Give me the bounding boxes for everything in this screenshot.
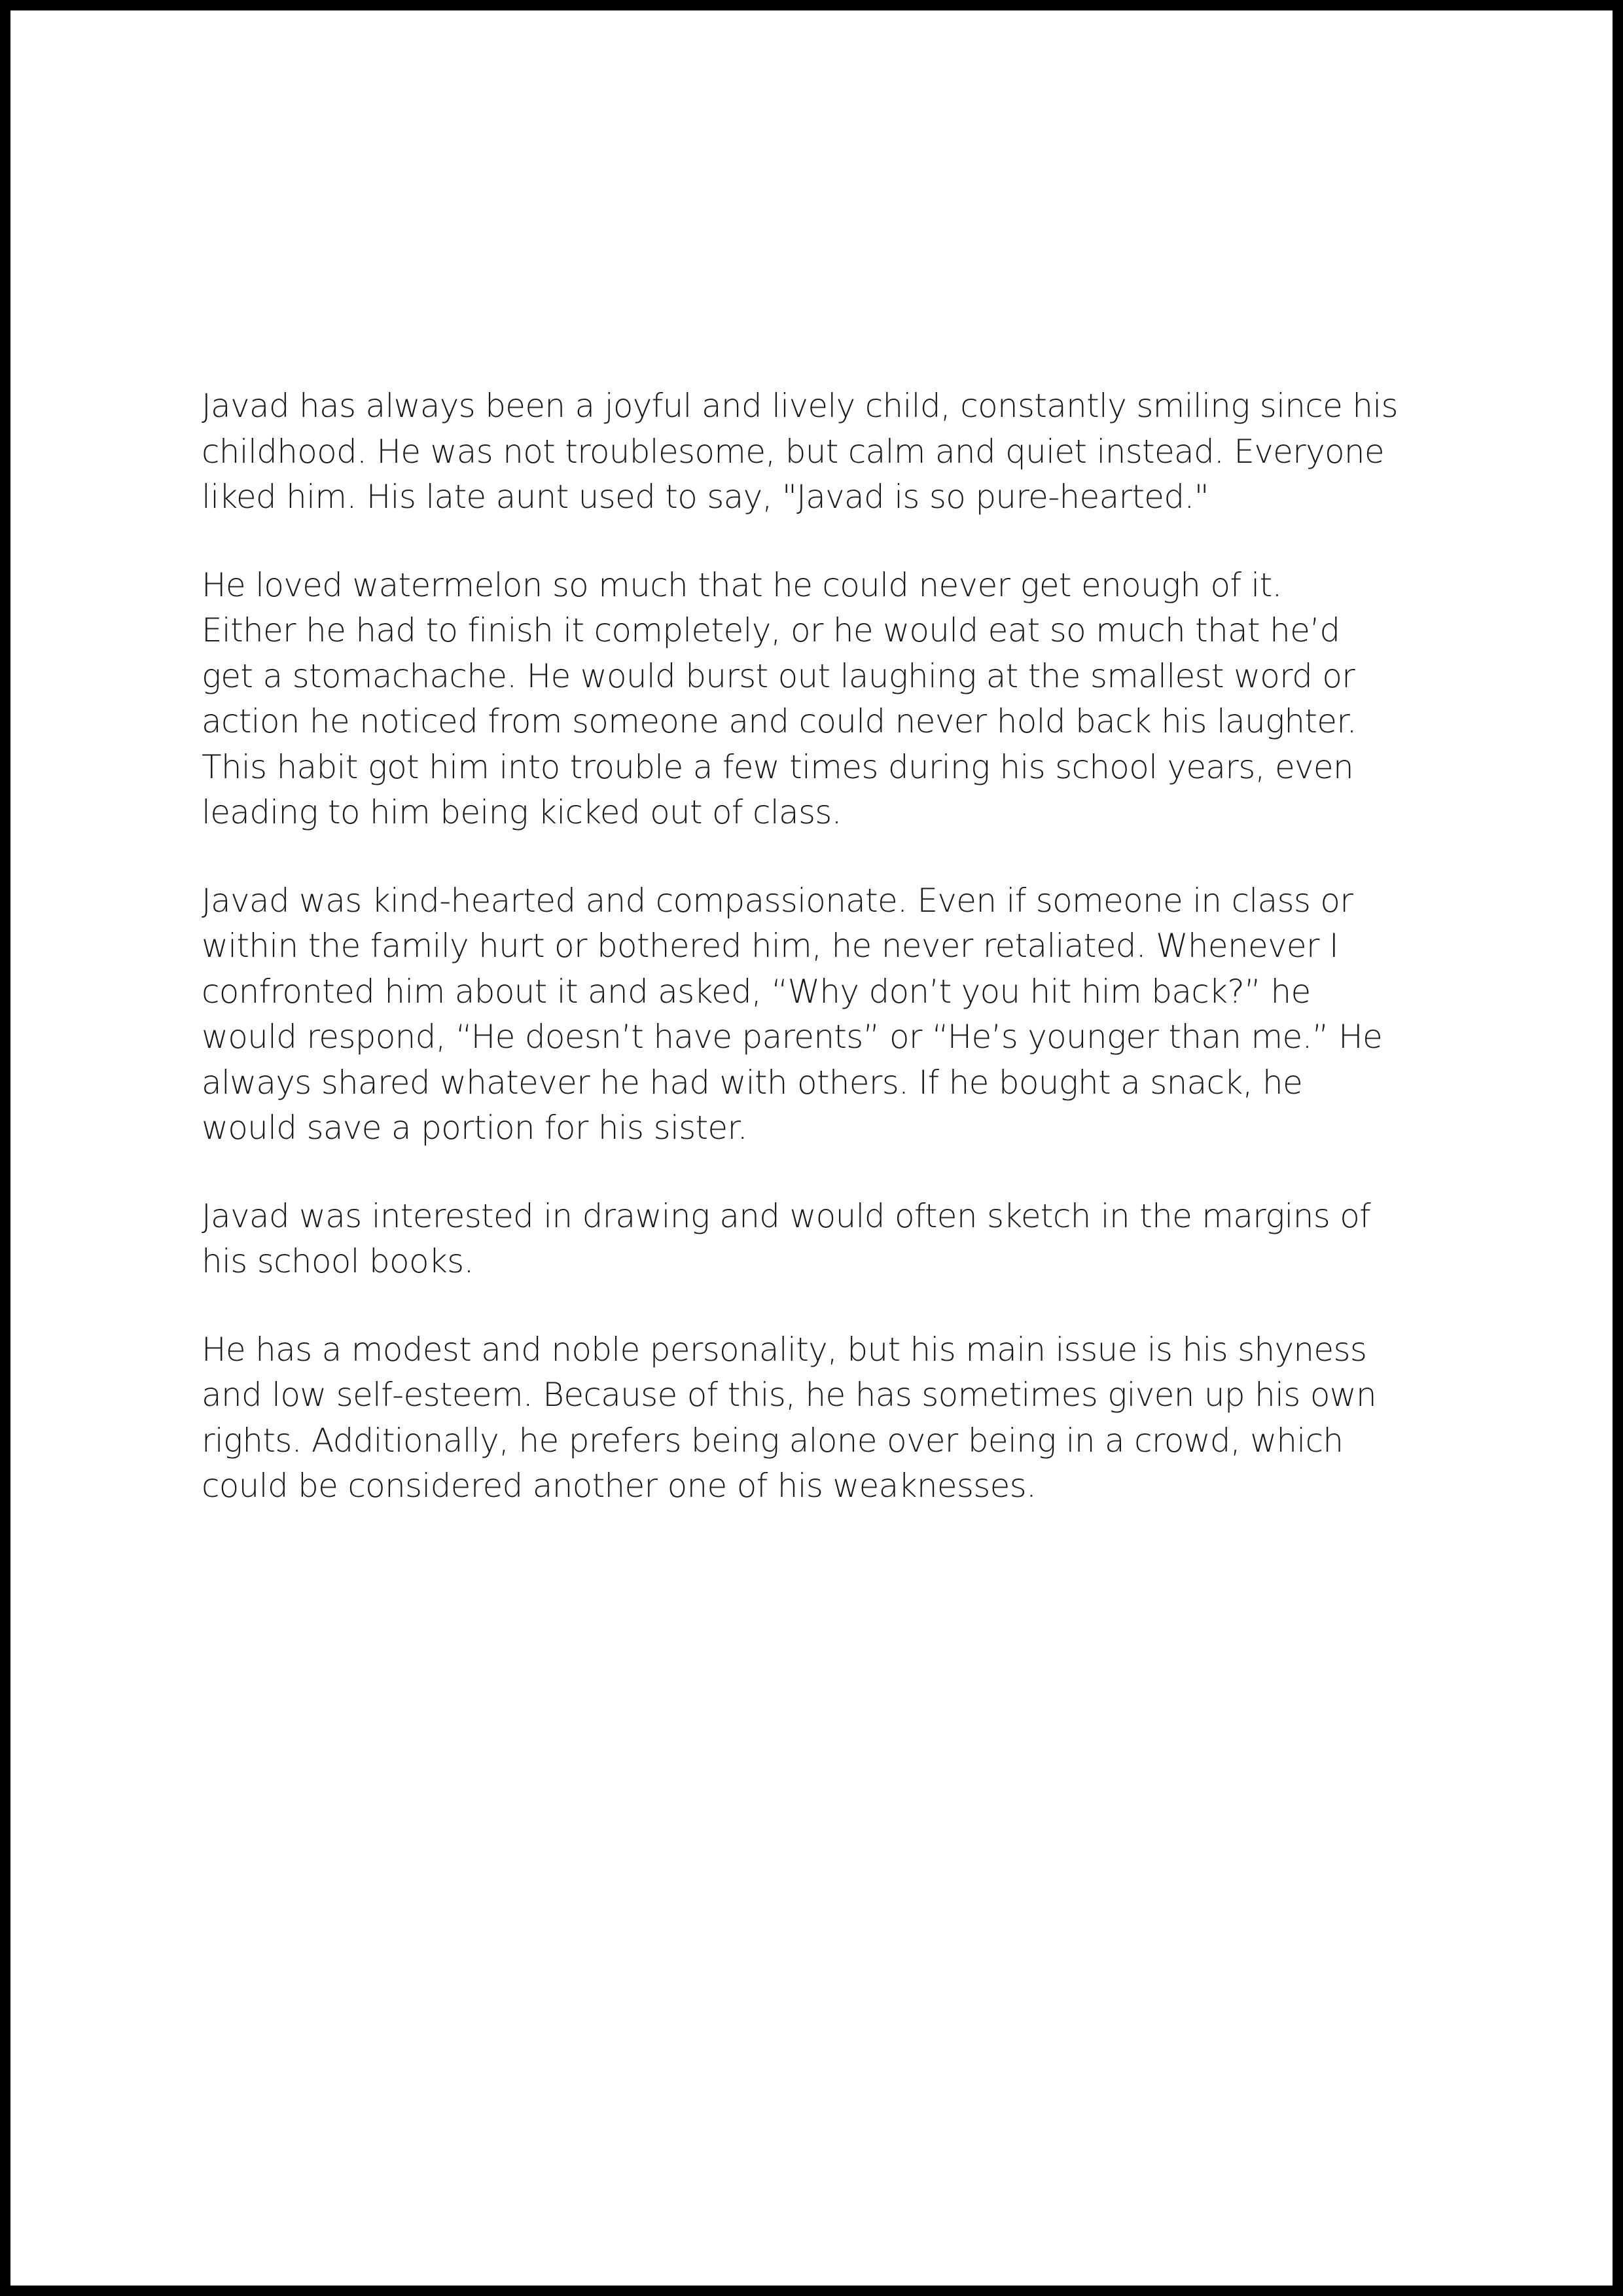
text-line: Javad has always been a joyful and lively child, constantly smiling since his xyxy=(202,387,1398,425)
text-line: get a stomachache. He would burst out laughing at the smallest word or xyxy=(202,656,1355,695)
text-line: would save a portion for his sister. xyxy=(202,1109,747,1147)
text-line: liked him. His late aunt used to say, "Javad is so pure-hearted." xyxy=(202,478,1209,516)
text-line: could be considered another one of his weaknesses. xyxy=(202,1467,1037,1505)
paragraph-watermelon xyxy=(202,563,1445,836)
text-line: would respond, “He doesn’t have parents” or “He’s younger than me.” He xyxy=(202,1018,1383,1056)
text-line: Javad was kind-hearted and compassionate. Even if someone in class or xyxy=(202,881,1353,920)
text-line: He has a modest and noble personality, but his main issue is his shyness xyxy=(202,1330,1367,1369)
text-line: childhood. He was not troublesome, but calm and quiet instead. Everyone xyxy=(202,432,1384,471)
text-line: rights. Additionally, he prefers being alone over being in a crowd, which xyxy=(202,1421,1344,1460)
text-line: and low self-esteem. Because of this, he has sometimes given up his own xyxy=(202,1376,1376,1414)
text-line: within the family hurt or bothered him, he never retaliated. Whenever I xyxy=(202,927,1339,965)
paragraph-personality xyxy=(202,1327,1445,1509)
document-body xyxy=(202,384,1445,1509)
text-line: confronted him about it and asked, “Why don’t you hit him back?” he xyxy=(202,972,1311,1011)
paragraph-drawing xyxy=(202,1194,1445,1285)
text-line: leading to him being kicked out of class. xyxy=(202,793,842,831)
paragraph-childhood xyxy=(202,384,1445,520)
text-line: Either he had to finish it completely, or he would eat so much that he’d xyxy=(202,611,1340,649)
text-line: his school books. xyxy=(202,1242,474,1280)
document-page xyxy=(10,10,1613,2286)
text-line: Javad was interested in drawing and would often sketch in the margins of xyxy=(202,1196,1371,1235)
paragraph-kindness xyxy=(202,878,1445,1151)
text-line: action he noticed from someone and could never hold back his laughter. xyxy=(202,702,1357,740)
text-line: always shared whatever he had with others. If he bought a snack, he xyxy=(202,1063,1303,1102)
text-line: He loved watermelon so much that he could never get enough of it. xyxy=(202,565,1282,604)
text-line: This habit got him into trouble a few times during his school years, even xyxy=(202,747,1353,786)
